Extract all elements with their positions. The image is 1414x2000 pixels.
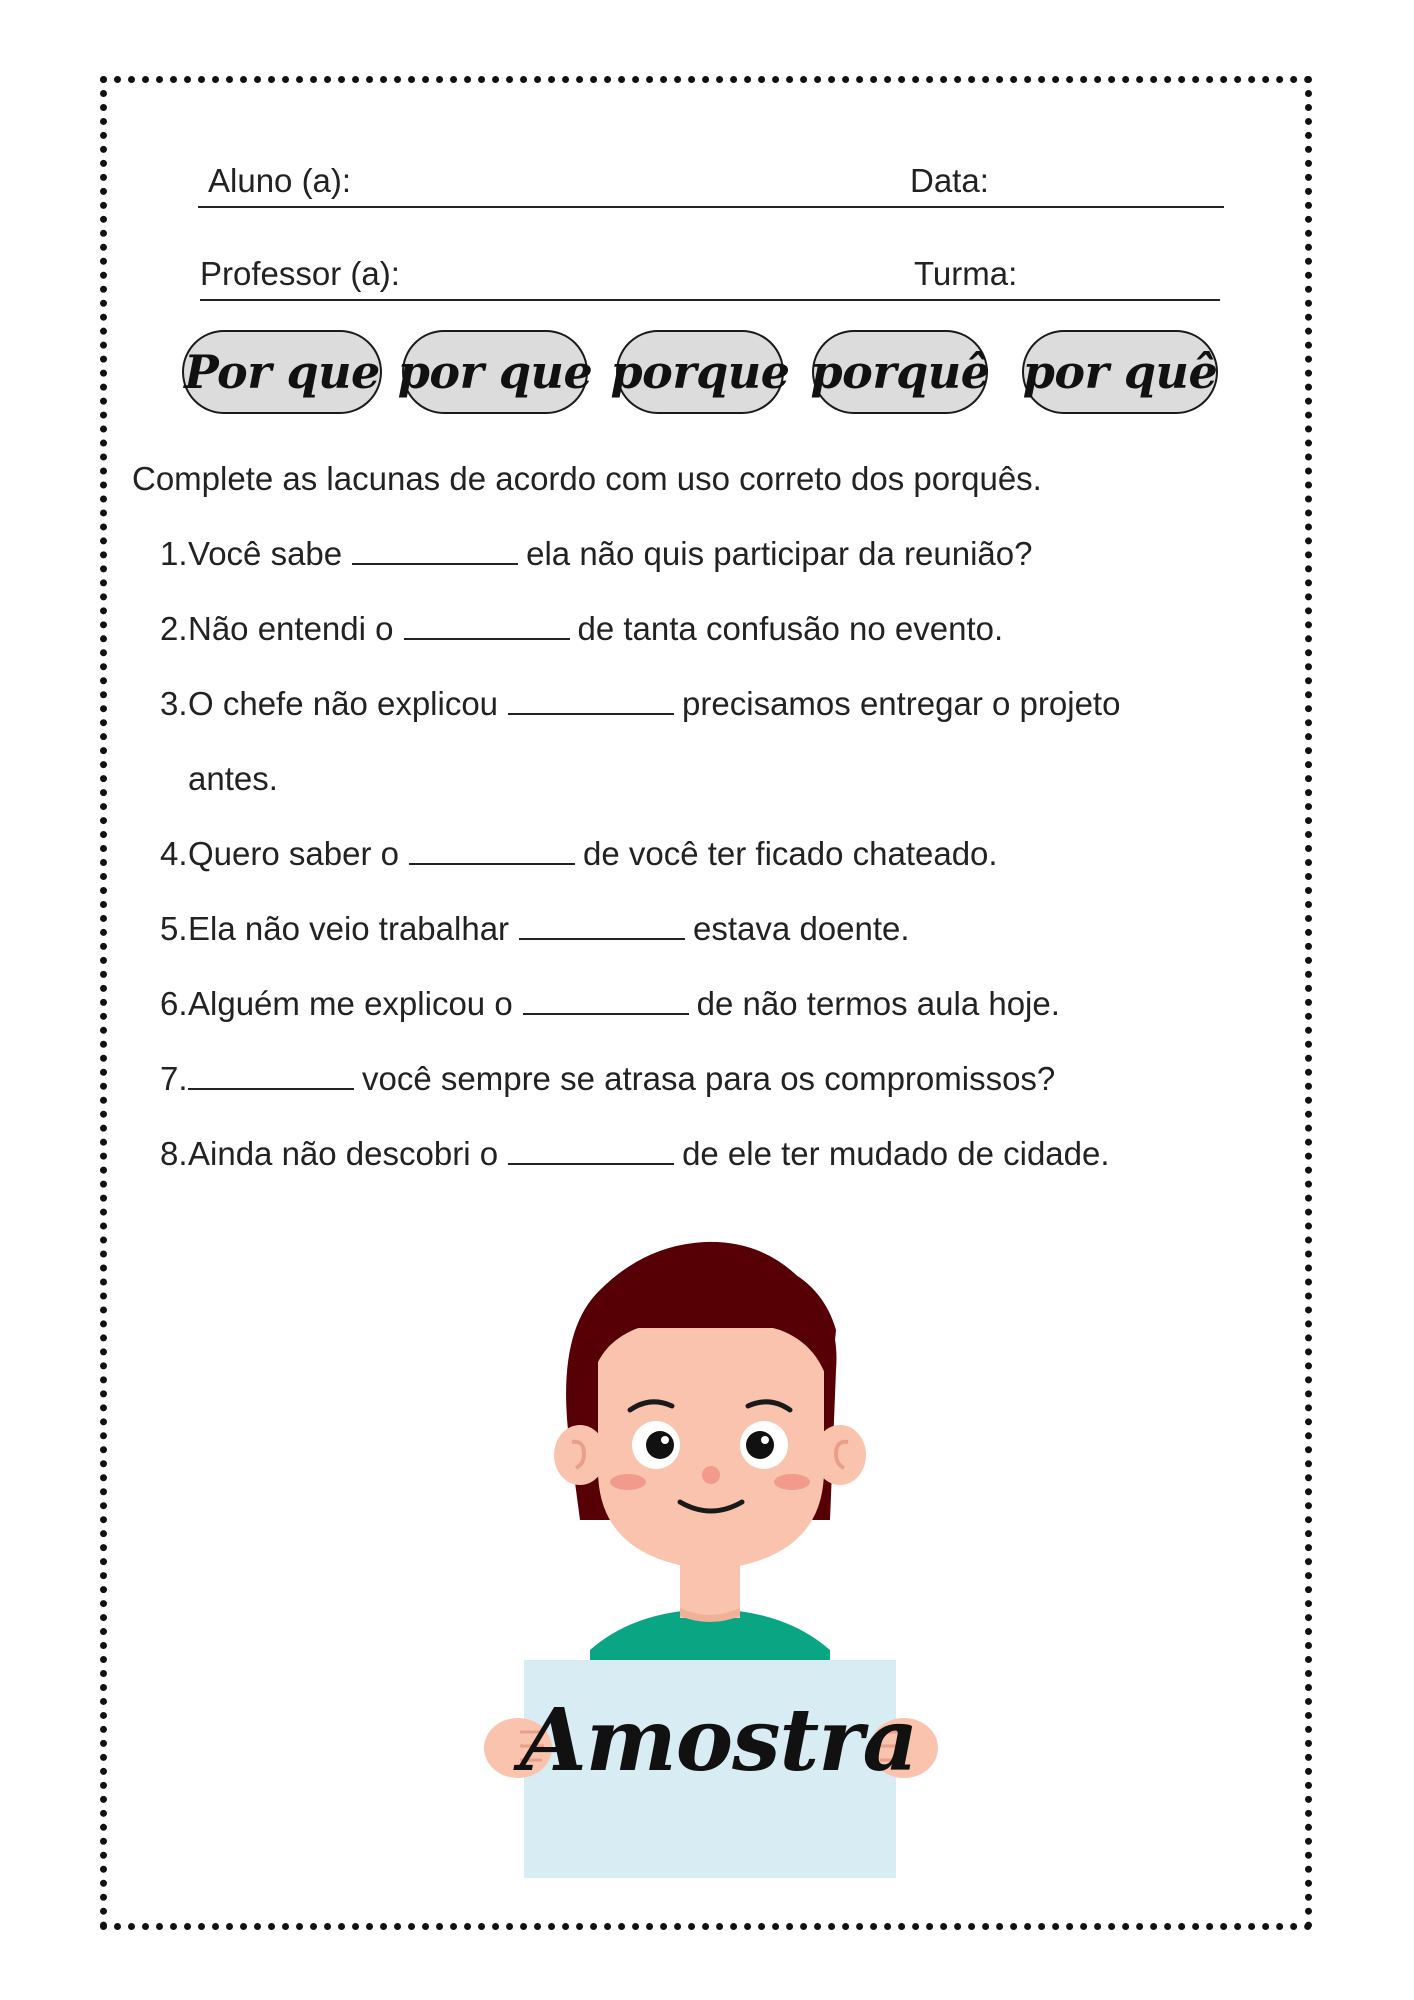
answer-blank[interactable]: [409, 837, 575, 865]
question-text-after: de ele ter mudado de cidade.: [682, 1135, 1110, 1172]
question-text-before: Você sabe: [188, 535, 343, 572]
question-number: 1.: [160, 535, 188, 572]
question-text-after: ela não quis participar da reunião?: [526, 535, 1033, 572]
question-text-after: precisamos entregar o projeto: [682, 685, 1121, 722]
question-text-before: Quero saber o: [188, 835, 399, 872]
question-2: [160, 610, 1003, 648]
question-text-after: de tanta confusão no evento.: [577, 610, 1004, 647]
option-pill-2: por que: [402, 330, 588, 414]
option-pill-1: Por que: [182, 330, 382, 414]
question-text-before: Ela não veio trabalhar: [188, 910, 510, 947]
option-pill-3: porque: [616, 330, 784, 414]
date-label: Data:: [910, 162, 989, 199]
answer-blank[interactable]: [508, 687, 674, 715]
option-pill-5: por quê: [1022, 330, 1218, 414]
question-number: 7.: [160, 1060, 188, 1097]
question-number: 4.: [160, 835, 188, 872]
question-text-before: O chefe não explicou: [188, 685, 499, 722]
question-text-after: de não termos aula hoje.: [696, 985, 1060, 1022]
answer-blank[interactable]: [523, 987, 689, 1015]
instruction-text: Complete as lacunas de acordo com uso correto dos porquês.: [132, 460, 1042, 497]
answer-blank[interactable]: [404, 612, 570, 640]
question-4: [160, 835, 998, 873]
teacher-class-line[interactable]: [200, 243, 1220, 301]
answer-blank[interactable]: [519, 912, 685, 940]
question-6: [160, 985, 1060, 1023]
teacher-label: Professor (a):: [200, 255, 400, 292]
question-text-after: de você ter ficado chateado.: [582, 835, 998, 872]
question-1: [160, 535, 1032, 573]
student-label: Aluno (a):: [208, 162, 352, 199]
class-label: Turma:: [914, 255, 1018, 292]
question-8: [160, 1135, 1110, 1173]
question-number: 5.: [160, 910, 188, 947]
student-date-line[interactable]: [198, 150, 1224, 208]
question-7: [160, 1060, 1055, 1098]
answer-blank[interactable]: [508, 1137, 674, 1165]
question-number: 8.: [160, 1135, 188, 1172]
question-number: 6.: [160, 985, 188, 1022]
question-5: [160, 910, 910, 948]
question-number: 2.: [160, 610, 188, 647]
question-3: [160, 685, 1120, 723]
question-text-after: estava doente.: [693, 910, 910, 947]
question-text-before: Não entendi o: [188, 610, 394, 647]
answer-blank[interactable]: [352, 537, 518, 565]
option-pill-4: porquê: [812, 330, 988, 414]
question-text-after: você sempre se atrasa para os compromissos?: [362, 1060, 1056, 1097]
sign-sample-text: Amostra: [520, 1690, 918, 1791]
answer-blank[interactable]: [188, 1062, 354, 1090]
question-number: 3.: [160, 685, 188, 722]
question-3-continuation: antes.: [188, 760, 278, 797]
question-text-before: Alguém me explicou o: [188, 985, 513, 1022]
question-text-before: Ainda não descobri o: [188, 1135, 499, 1172]
